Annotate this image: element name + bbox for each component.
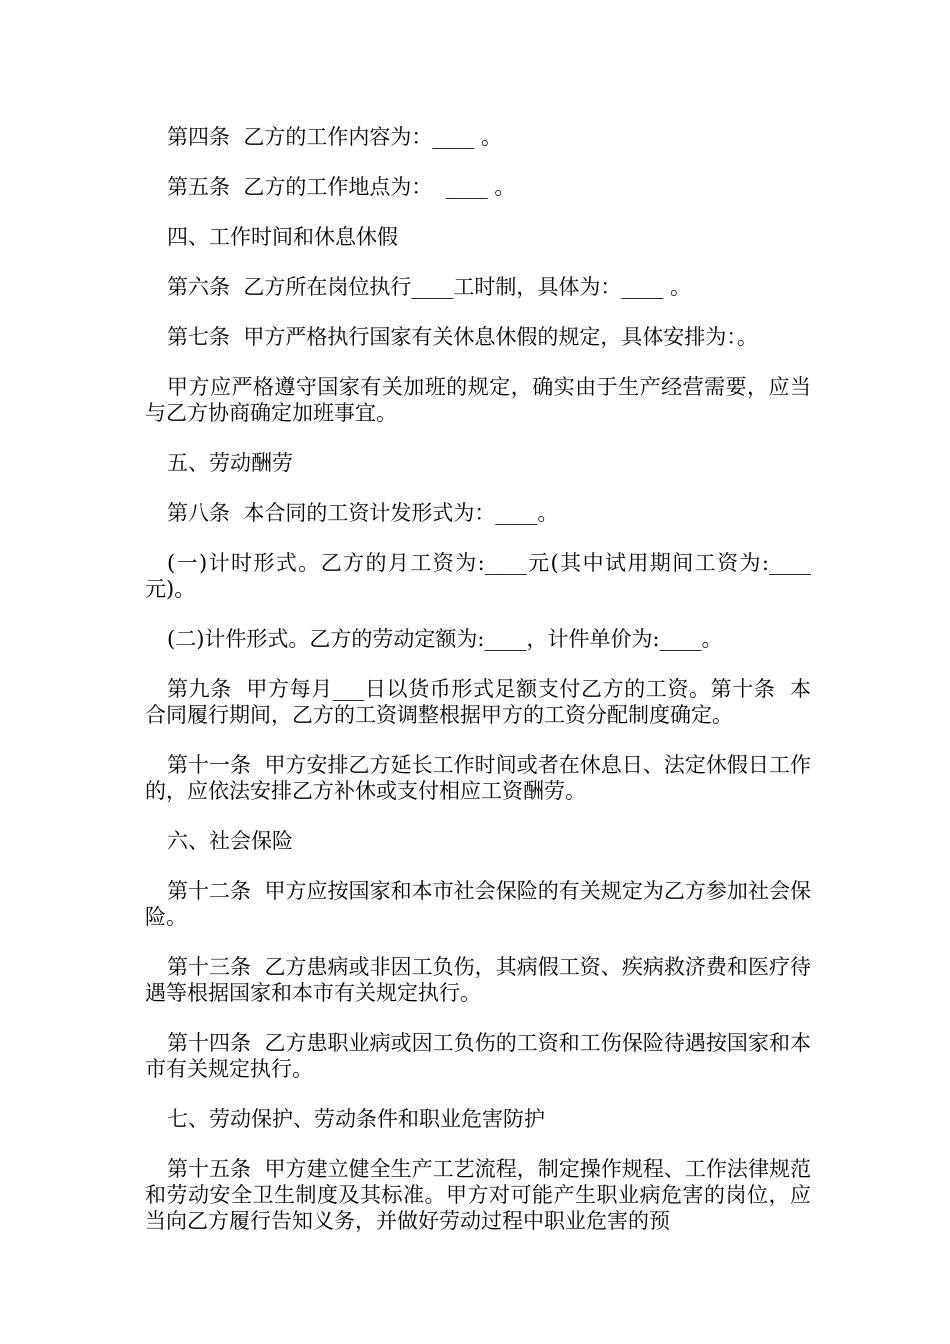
article-8-paragraph: 第八条 本合同的工资计发形式为：____。 bbox=[167, 501, 559, 525]
document-body bbox=[145, 124, 811, 1258]
article-14-paragraph: 第十四条 乙方患职业病或因工负伤的工资和工伤保险待遇按国家和本市有关规定执行。 bbox=[145, 1031, 811, 1081]
overtime-paragraph: 甲方应严格遵守国家有关加班的规定，确实由于生产经营需要，应当与乙方协商确定加班事宜。 bbox=[145, 375, 811, 425]
article-13-paragraph: 第十三条 乙方患病或非因工负伤，其病假工资、疾病救济费和医疗待遇等根据国家和本市有关规定执行。 bbox=[145, 955, 811, 1005]
article-9-10-paragraph: 第九条 甲方每月___日以货币形式足额支付乙方的工资。第十条 本合同履行期间，乙方的工资调整根据甲方的工资分配制度确定。 bbox=[145, 677, 811, 727]
article-4-paragraph: 第四条 乙方的工作内容为：____ 。 bbox=[167, 125, 503, 149]
article-7-paragraph: 第七条 甲方严格执行国家有关休息休假的规定，具体安排为：。 bbox=[167, 325, 758, 349]
section-heading-working-hours: 四、工作时间和休息休假 bbox=[167, 225, 398, 249]
article-15-paragraph: 第十五条 甲方建立健全生产工艺流程，制定操作规程、工作法律规范和劳动安全卫生制度及其标准。甲方对可能产生职业病危害的岗位，应当向乙方履行告知义务，并做好劳动过程中职业危害的预 bbox=[145, 1157, 811, 1233]
article-6-paragraph: 第六条 乙方所在岗位执行____工时制，具体为：____ 。 bbox=[167, 275, 692, 299]
section-heading-social-insurance: 六、社会保险 bbox=[167, 829, 293, 853]
section-heading-labor-protection: 七、劳动保护、劳动条件和职业危害防护 bbox=[167, 1107, 545, 1131]
article-11-paragraph: 第十一条 甲方安排乙方延长工作时间或者在休息日、法定休假日工作的，应依法安排乙方补休或支付相应工资酬劳。 bbox=[145, 753, 811, 803]
time-based-wage-paragraph: (一)计时形式。乙方的月工资为:____元(其中试用期间工资为:____元)。 bbox=[145, 551, 811, 601]
piece-rate-wage-paragraph: (二)计件形式。乙方的劳动定额为:____，计件单价为:____。 bbox=[167, 627, 723, 651]
article-5-paragraph: 第五条 乙方的工作地点为： ____ 。 bbox=[167, 175, 516, 199]
section-heading-remuneration: 五、劳动酬劳 bbox=[167, 451, 293, 475]
article-12-paragraph: 第十二条 甲方应按国家和本市社会保险的有关规定为乙方参加社会保险。 bbox=[145, 879, 811, 929]
